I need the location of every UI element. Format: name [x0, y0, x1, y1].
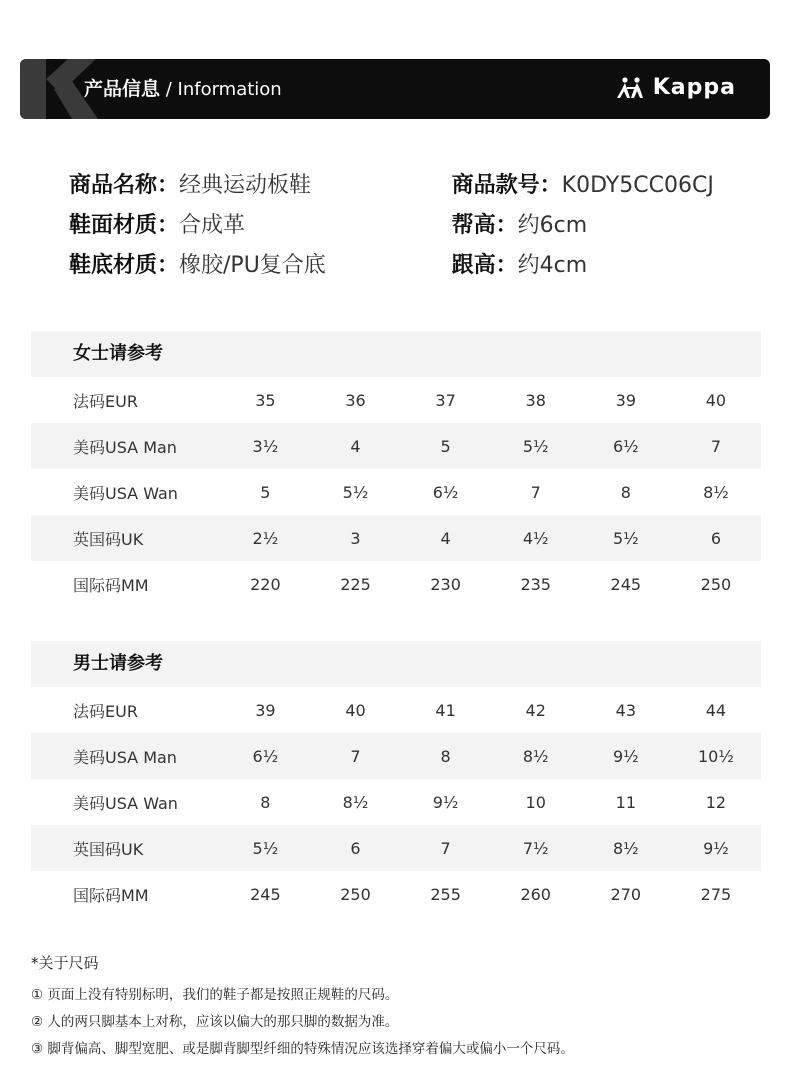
- size-cell: 44: [705, 700, 727, 720]
- notes-title: *关于尺码: [31, 954, 99, 972]
- size-cell: 4½: [491, 515, 581, 561]
- size-cell: 12: [705, 792, 727, 812]
- size-cell: 7: [530, 482, 541, 502]
- size-cell: 270: [610, 884, 642, 904]
- size-row-label: 国际码MM: [73, 885, 149, 905]
- info-row: [69, 208, 749, 248]
- info-item-name: [69, 168, 452, 208]
- size-cell: 230: [430, 574, 461, 594]
- product-info: [69, 168, 749, 288]
- info-label: 鞋底材质：: [69, 253, 180, 278]
- size-row-label: 英国码UK: [31, 515, 220, 561]
- size-cell: 5½: [491, 423, 581, 469]
- size-cell: 40: [705, 390, 727, 410]
- size-row: [31, 871, 761, 917]
- info-value: 约4cm: [517, 253, 588, 278]
- size-cell: 10: [525, 792, 546, 812]
- note-item: ③ 脚背偏高、脚型宽肥、或是脚背脚型纤细的特殊情况应该选择穿着偏大或偏小一个尺码。: [31, 1041, 574, 1057]
- size-cell: 8: [401, 733, 491, 779]
- info-row: [69, 168, 749, 208]
- size-row: [31, 825, 761, 871]
- size-cell: 5: [260, 482, 271, 502]
- size-cell: 245: [610, 574, 642, 594]
- info-banner: [20, 59, 770, 119]
- size-cell: 6½: [581, 423, 671, 469]
- size-row-label: 法码EUR: [73, 701, 138, 721]
- size-cell: 255: [430, 884, 461, 904]
- size-cell: 38: [525, 390, 546, 410]
- info-label: 商品款号：: [451, 173, 562, 198]
- kappa-logo: [613, 75, 736, 100]
- banner-title-cn: 产品信息: [84, 78, 161, 100]
- size-cell: 260: [520, 884, 551, 904]
- size-cell: 8: [260, 792, 271, 812]
- size-cell: 9½: [671, 825, 761, 871]
- size-cell: 7: [671, 423, 761, 469]
- info-value: 约6cm: [517, 213, 588, 238]
- size-cell: 10½: [671, 733, 761, 779]
- size-cell: 7: [401, 825, 491, 871]
- size-cell: 35: [255, 390, 276, 410]
- brand-name: Kappa: [652, 75, 736, 100]
- size-cell: 275: [700, 884, 732, 904]
- size-cell: 6: [671, 515, 761, 561]
- women-size-title: 女士请参考: [31, 331, 761, 377]
- size-cell: 6½: [220, 733, 310, 779]
- size-row: [31, 469, 761, 515]
- size-cell: 40: [345, 700, 366, 720]
- size-cell: 11: [615, 792, 636, 812]
- size-cell: 8½: [581, 825, 671, 871]
- size-cell: 36: [345, 390, 366, 410]
- size-cell: 6½: [432, 482, 459, 502]
- size-row: [31, 423, 761, 469]
- size-row: [31, 779, 761, 825]
- info-label: 鞋面材质：: [69, 213, 180, 238]
- size-cell: 8½: [491, 733, 581, 779]
- men-size-table: [31, 687, 761, 917]
- size-cell: 8½: [342, 792, 369, 812]
- size-cell: 4: [310, 423, 400, 469]
- size-cell: 43: [615, 700, 636, 720]
- size-cell: 6: [310, 825, 400, 871]
- size-cell: 7½: [491, 825, 581, 871]
- size-cell: 7: [310, 733, 400, 779]
- women-size-section: [31, 331, 761, 607]
- info-item-sole: [69, 248, 452, 288]
- info-item-upper: [69, 208, 452, 248]
- size-cell: 41: [435, 700, 456, 720]
- size-cell: 5½: [220, 825, 310, 871]
- size-row-label: 美码USA Wan: [73, 483, 178, 503]
- men-size-title: 男士请参考: [31, 641, 761, 687]
- size-cell: 5: [401, 423, 491, 469]
- size-row-label: 国际码MM: [73, 575, 149, 595]
- size-row: [31, 515, 761, 561]
- size-row-label: 英国码UK: [31, 825, 220, 871]
- size-cell: 250: [340, 884, 371, 904]
- size-cell: 9½: [432, 792, 459, 812]
- info-label: 跟高：: [451, 253, 518, 278]
- size-cell: 3: [310, 515, 400, 561]
- info-value: K0DY5CC06CJ: [561, 173, 714, 198]
- omini-logo-icon: [613, 76, 649, 100]
- size-row: [31, 733, 761, 779]
- size-row-label: 美码USA Man: [31, 423, 220, 469]
- info-value: 橡胶/PU复合底: [179, 253, 326, 278]
- banner-title-en: / Information: [160, 79, 282, 100]
- size-row-label: 美码USA Wan: [73, 793, 178, 813]
- info-value: 合成革: [179, 213, 246, 238]
- size-cell: 225: [340, 574, 371, 594]
- size-cell: 39: [615, 390, 636, 410]
- info-value: 经典运动板鞋: [179, 173, 312, 198]
- note-item: ① 页面上没有特别标明，我们的鞋子都是按照正规鞋的尺码。: [31, 987, 399, 1003]
- info-item-heel: [452, 248, 749, 288]
- women-size-table: [31, 377, 761, 607]
- size-cell: 5½: [581, 515, 671, 561]
- size-cell: 42: [525, 700, 546, 720]
- size-cell: 245: [250, 884, 281, 904]
- size-cell: 8: [620, 482, 631, 502]
- info-label: 商品名称：: [69, 173, 180, 198]
- size-notes: [31, 952, 771, 1063]
- info-row: [69, 248, 749, 288]
- info-item-shaft: [452, 208, 749, 248]
- banner-title: [84, 59, 282, 119]
- info-label: 帮高：: [451, 213, 518, 238]
- size-cell: 39: [255, 700, 276, 720]
- size-cell: 5½: [342, 482, 369, 502]
- size-cell: 37: [435, 390, 456, 410]
- size-cell: 4: [401, 515, 491, 561]
- size-row-label: 美码USA Man: [31, 733, 220, 779]
- size-cell: 235: [520, 574, 551, 594]
- size-row: [31, 687, 761, 733]
- size-row: [31, 377, 761, 423]
- note-item: ② 人的两只脚基本上对称，应该以偏大的那只脚的数据为准。: [31, 1014, 399, 1030]
- size-row: [31, 561, 761, 607]
- size-cell: 3½: [220, 423, 310, 469]
- info-item-sku: [452, 168, 749, 208]
- size-cell: 9½: [581, 733, 671, 779]
- size-cell: 2½: [220, 515, 310, 561]
- size-cell: 250: [700, 574, 732, 594]
- size-cell: 8½: [703, 482, 729, 502]
- size-cell: 220: [250, 574, 281, 594]
- men-size-section: [31, 641, 761, 917]
- size-row-label: 法码EUR: [73, 391, 138, 411]
